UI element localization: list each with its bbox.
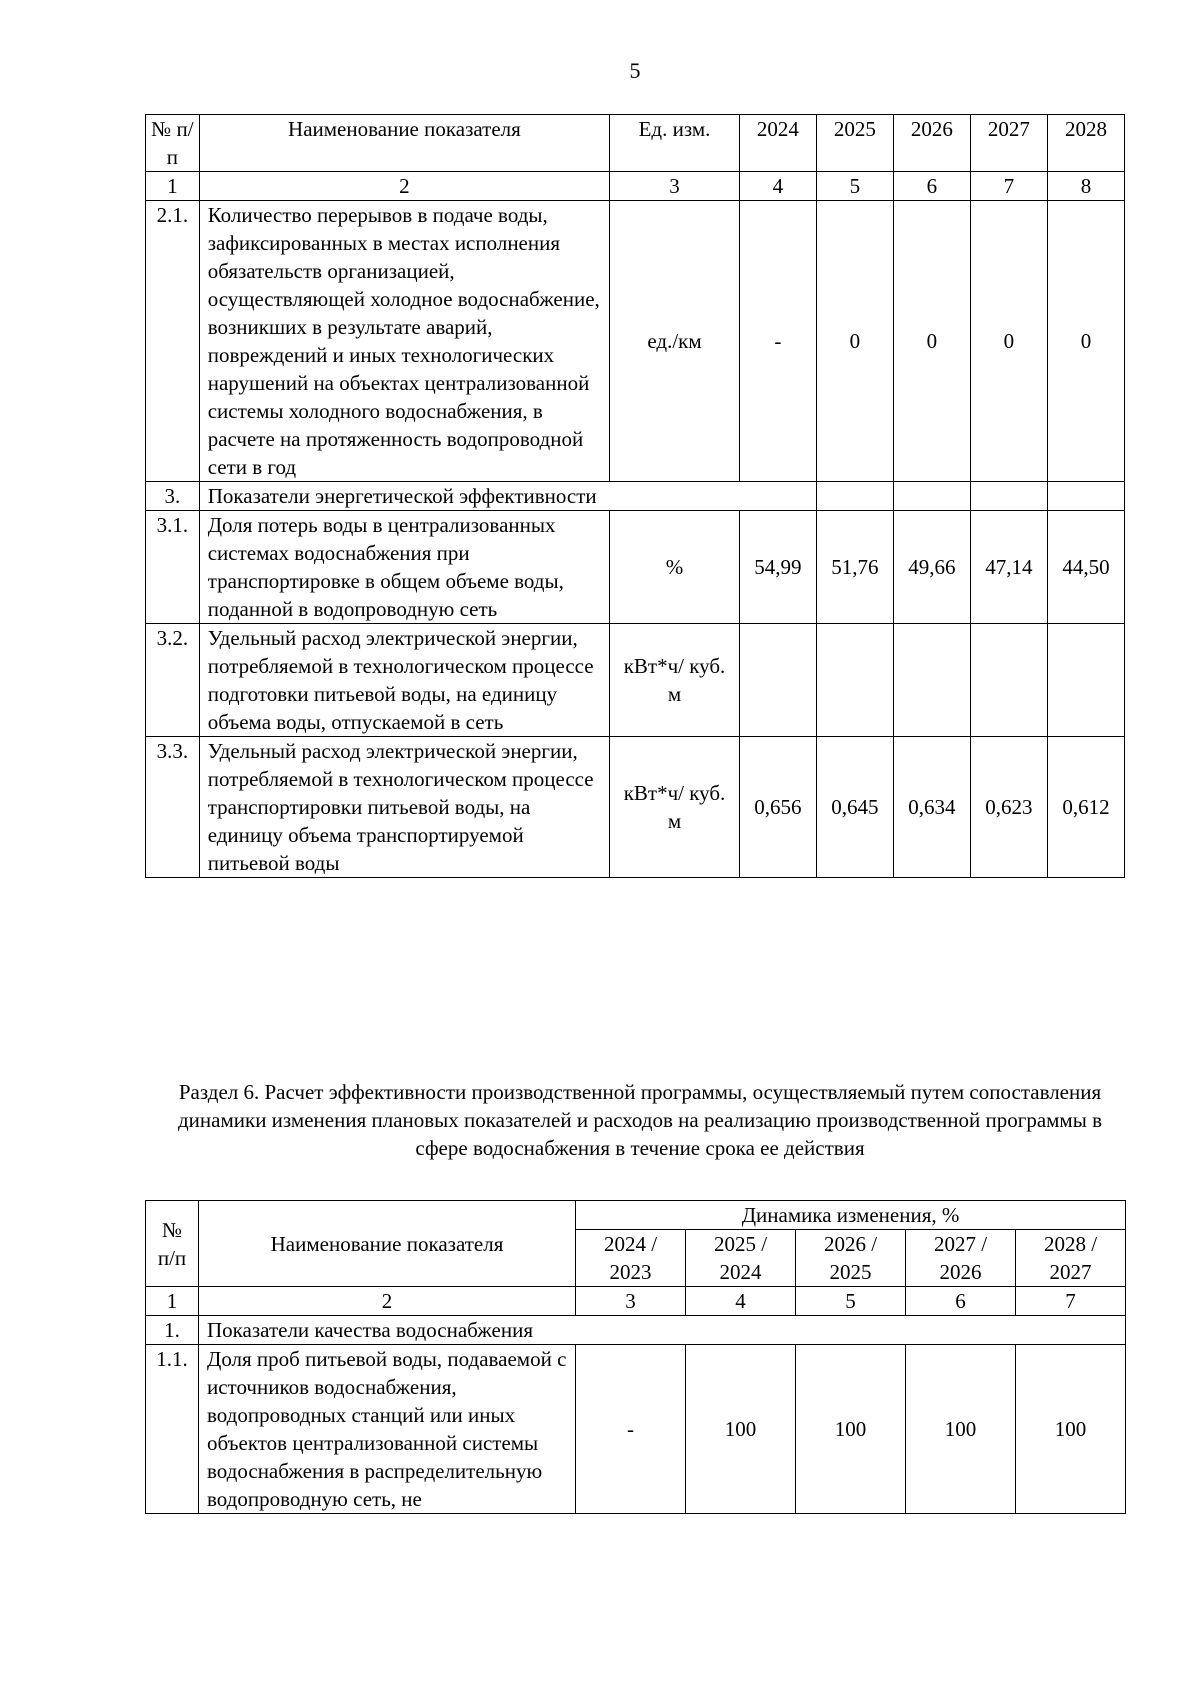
empty-cell bbox=[816, 482, 893, 511]
table-row bbox=[146, 482, 1125, 511]
section-6-title: Раздел 6. Расчет эффективности производственной программы, осуществляемый путем сопоставления динамики изменения плановых показателей и расходов на реализацию производственной программы в сфере водоснабжения в течение срока ее действия bbox=[177, 1080, 1102, 1160]
dynamics-table bbox=[145, 1200, 1126, 1514]
value-2025: 0 bbox=[816, 201, 893, 482]
row-unit: кВт*ч/ куб. м bbox=[610, 624, 740, 737]
col-number: 6 bbox=[893, 172, 970, 201]
value-2026: 0 bbox=[893, 201, 970, 482]
header-year-2026: 2026 bbox=[893, 115, 970, 172]
column-number-row bbox=[146, 1287, 1126, 1316]
table-row bbox=[146, 737, 1125, 878]
value-2024: - bbox=[739, 201, 816, 482]
header-dynamics: Динамика изменения, % bbox=[576, 1201, 1126, 1230]
value-2025: 0,645 bbox=[816, 737, 893, 878]
col-number: 6 bbox=[906, 1287, 1016, 1316]
row-number: 3.3. bbox=[146, 737, 200, 878]
value-2027: 0,623 bbox=[970, 737, 1047, 878]
value-2025 bbox=[816, 624, 893, 737]
table-row bbox=[146, 1345, 1126, 1514]
col-number: 1 bbox=[146, 1287, 199, 1316]
value-2027 bbox=[970, 624, 1047, 737]
col-number: 4 bbox=[686, 1287, 796, 1316]
empty-cell bbox=[893, 482, 970, 511]
header-unit: Ед. изм. bbox=[610, 115, 740, 172]
value-2026 bbox=[893, 624, 970, 737]
row-number: 1. bbox=[146, 1316, 199, 1345]
header-year-2027: 2027 bbox=[970, 115, 1047, 172]
dynamics-value: 100 bbox=[686, 1345, 796, 1514]
header-period: 2026 / 2025 bbox=[796, 1230, 906, 1287]
row-number: 3.2. bbox=[146, 624, 200, 737]
col-number: 4 bbox=[739, 172, 816, 201]
col-number: 3 bbox=[576, 1287, 686, 1316]
indicators-table bbox=[145, 114, 1125, 878]
row-unit: ед./км bbox=[610, 201, 740, 482]
section-heading: Показатели качества водоснабжения bbox=[199, 1316, 1126, 1345]
col-number: 8 bbox=[1047, 172, 1124, 201]
header-year-2025: 2025 bbox=[816, 115, 893, 172]
table-row bbox=[146, 511, 1125, 624]
column-number-row bbox=[146, 172, 1125, 201]
dynamics-value: 100 bbox=[796, 1345, 906, 1514]
header-year-2024: 2024 bbox=[739, 115, 816, 172]
page-number: 5 bbox=[629, 58, 641, 83]
table-row bbox=[146, 624, 1125, 737]
value-2028: 44,50 bbox=[1047, 511, 1124, 624]
row-unit: кВт*ч/ куб. м bbox=[610, 737, 740, 878]
row-name: Доля потерь воды в централизованных системах водоснабжения при транспортировке в общем объеме воды, поданной в водопроводную сеть bbox=[199, 511, 609, 624]
value-2028: 0 bbox=[1047, 201, 1124, 482]
value-2027: 0 bbox=[970, 201, 1047, 482]
header-num: № п/п bbox=[146, 115, 200, 172]
row-name: Количество перерывов в подаче воды, зафиксированных в местах исполнения обязательств организацией, осуществляющей холодное водоснабжение, возникших в результате аварий, повреждений и иных технологических нарушений на объектах централизованной системы холодного водоснабжения, в расчете на протяженность водопроводной сети в год bbox=[199, 201, 609, 482]
value-2024 bbox=[739, 624, 816, 737]
header-name: Наименование показателя bbox=[199, 1201, 576, 1287]
value-2024: 0,656 bbox=[739, 737, 816, 878]
empty-cell bbox=[970, 482, 1047, 511]
col-number: 5 bbox=[796, 1287, 906, 1316]
row-number: 2.1. bbox=[146, 201, 200, 482]
table-row bbox=[146, 1316, 1126, 1345]
section-heading: Показатели энергетической эффективности bbox=[199, 482, 816, 511]
col-number: 1 bbox=[146, 172, 200, 201]
table-header-row bbox=[146, 115, 1125, 172]
col-number: 2 bbox=[199, 172, 609, 201]
row-unit: % bbox=[610, 511, 740, 624]
header-year-2028: 2028 bbox=[1047, 115, 1124, 172]
dynamics-value: - bbox=[576, 1345, 686, 1514]
value-2027: 47,14 bbox=[970, 511, 1047, 624]
value-2026: 49,66 bbox=[893, 511, 970, 624]
value-2026: 0,634 bbox=[893, 737, 970, 878]
header-period: 2028 / 2027 bbox=[1016, 1230, 1126, 1287]
dynamics-value: 100 bbox=[906, 1345, 1016, 1514]
empty-cell bbox=[1047, 482, 1124, 511]
header-name: Наименование показателя bbox=[199, 115, 609, 172]
col-number: 5 bbox=[816, 172, 893, 201]
value-2024: 54,99 bbox=[739, 511, 816, 624]
header-period: 2027 / 2026 bbox=[906, 1230, 1016, 1287]
row-number: 3.1. bbox=[146, 511, 200, 624]
col-number: 3 bbox=[610, 172, 740, 201]
row-name: Удельный расход электрической энергии, потребляемой в технологическом процессе подготовки питьевой воды, на единицу объема воды, отпускаемой в сеть bbox=[199, 624, 609, 737]
row-number: 3. bbox=[146, 482, 200, 511]
table-header-row bbox=[146, 1201, 1126, 1230]
table-row bbox=[146, 201, 1125, 482]
header-period: 2024 / 2023 bbox=[576, 1230, 686, 1287]
col-number: 7 bbox=[1016, 1287, 1126, 1316]
value-2028: 0,612 bbox=[1047, 737, 1124, 878]
col-number: 2 bbox=[199, 1287, 576, 1316]
dynamics-value: 100 bbox=[1016, 1345, 1126, 1514]
row-name: Доля проб питьевой воды, подаваемой с источников водоснабжения, водопроводных станций или иных объектов централизованной системы водоснабжения в распределительную водопроводную сеть, не bbox=[199, 1345, 576, 1514]
value-2025: 51,76 bbox=[816, 511, 893, 624]
header-num: № п/п bbox=[146, 1201, 199, 1287]
value-2028 bbox=[1047, 624, 1124, 737]
col-number: 7 bbox=[970, 172, 1047, 201]
header-period: 2025 / 2024 bbox=[686, 1230, 796, 1287]
row-name: Удельный расход электрической энергии, потребляемой в технологическом процессе транспортировки питьевой воды, на единицу объема транспортируемой питьевой воды bbox=[199, 737, 609, 878]
row-number: 1.1. bbox=[146, 1345, 199, 1514]
